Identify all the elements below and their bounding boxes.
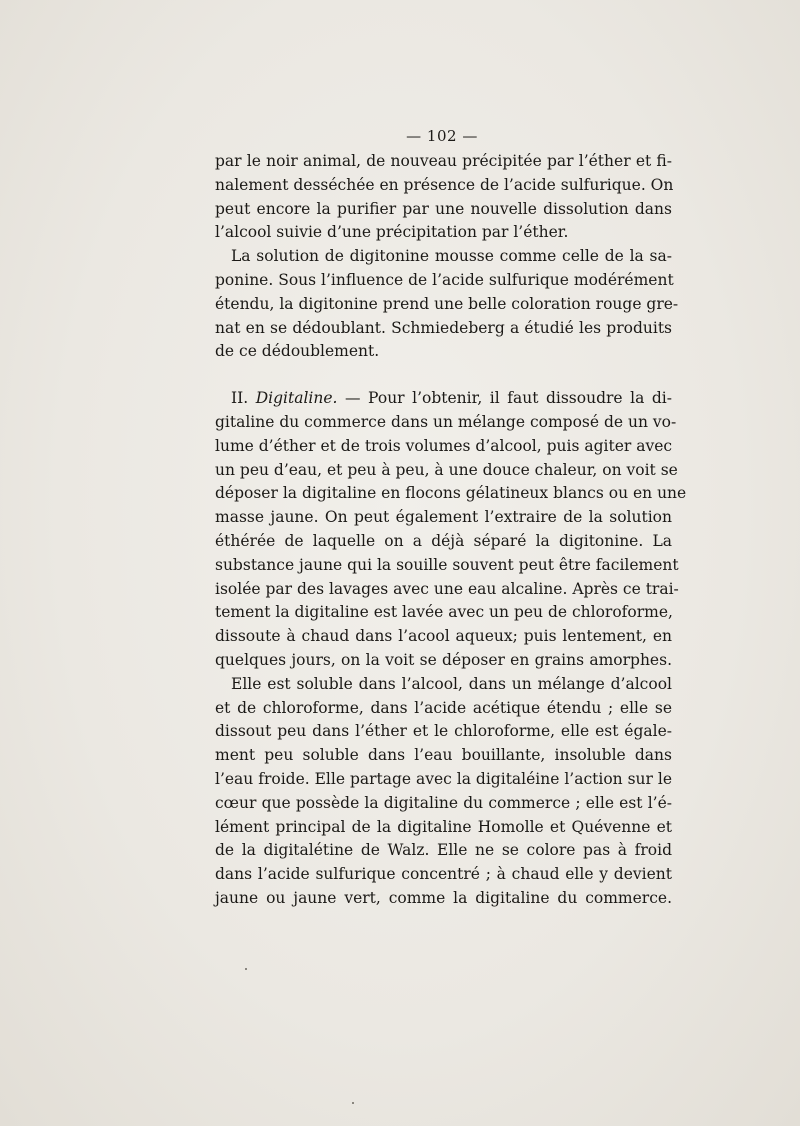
text-line: lément principal de la digitaline Homolle et Quévenne et — [215, 817, 672, 836]
text-line: jaune ou jaune vert, comme la digitaline du commerce. — [215, 888, 672, 907]
text-line: lume d’éther et de trois volumes d’alcool, puis agiter avec — [215, 436, 673, 455]
text-line: déposer la digitaline en flocons gélatineux blancs ou en une — [215, 484, 687, 503]
text-line: masse jaune. On peut également l’extraire de la solution — [215, 508, 672, 527]
paragraph-digitaline-section — [215, 387, 687, 673]
text-line: et de chloroforme, dans l’acide acétique étendu ; elle se — [215, 698, 672, 717]
section-heading-rest: — Pour l’obtenir, il faut dissoudre la di- — [345, 389, 672, 408]
text-line: cœur que possède la digitaline du commerce ; elle est l’é- — [215, 793, 672, 812]
text-line: isolée par des lavages avec une eau alcaline. Après ce trai- — [215, 579, 679, 598]
text-line: tement la digitaline est lavée avec un peu de chloroforme, — [215, 603, 673, 622]
text-line: de ce dédoublement. — [215, 342, 380, 361]
text-line: l’eau froide. Elle partage avec la digitaléine l’action sur le — [215, 769, 672, 788]
paper-speck — [352, 1102, 354, 1104]
text-line: par le noir animal, de nouveau précipitée par l’éther et fi- — [215, 152, 672, 170]
text-line: gitaline du commerce dans un mélange composé de un vo- — [215, 412, 677, 431]
page-number: — 102 — — [406, 127, 478, 145]
text-line: Elle est soluble dans l’alcool, dans un mélange d’alcool — [231, 674, 672, 693]
text-line: dans l’acide sulfurique concentré ; à chaud elle y devient — [215, 865, 672, 884]
paragraph-solubility — [215, 673, 672, 911]
text-line: dissout peu dans l’éther et le chloroforme, elle est égale- — [215, 722, 672, 741]
text-line: substance jaune qui la souille souvent peut être facilement — [215, 555, 679, 574]
text-line: de la digitalétine de Walz. Elle ne se colore pas à froid — [215, 841, 672, 860]
text-line: quelques jours, on la voit se déposer en grains amorphes. — [215, 650, 672, 669]
section-gap — [215, 364, 672, 387]
text-line: peut encore la purifier par une nouvelle dissolution dans — [215, 199, 672, 218]
paragraph-purification — [215, 150, 672, 245]
text-line: l’alcool suivie d’une précipitation par l’éther. — [215, 223, 569, 242]
paragraph-digitonine-solution — [215, 245, 679, 364]
text-line: dissoute à chaud dans l’acool aqueux; puis lentement, en — [215, 627, 672, 646]
body-text — [215, 150, 687, 911]
section-title: Digitaline. — [255, 389, 338, 408]
text-line: étendu, la digitonine prend une belle coloration rouge gre- — [215, 294, 679, 313]
text-line: nalement desséchée en présence de l’acide sulfurique. On — [215, 175, 674, 194]
text-line: nat en se dédoublant. Schmiedeberg a étudié les produits — [215, 318, 672, 337]
text-line: un peu d’eau, et peu à peu, à une douce chaleur, on voit se — [215, 460, 678, 479]
paper-speck — [245, 968, 247, 970]
text-line: La solution de digitonine mousse comme celle de la sa- — [231, 247, 672, 266]
text-line: éthérée de laquelle on a déjà séparé la digitonine. La — [215, 531, 672, 550]
section-number: II. — [231, 389, 249, 408]
text-line: ment peu soluble dans l’eau bouillante, insoluble dans — [215, 746, 672, 765]
text-line: ponine. Sous l’influence de l’acide sulfurique modérément — [215, 270, 674, 289]
section-heading-line — [215, 387, 672, 411]
